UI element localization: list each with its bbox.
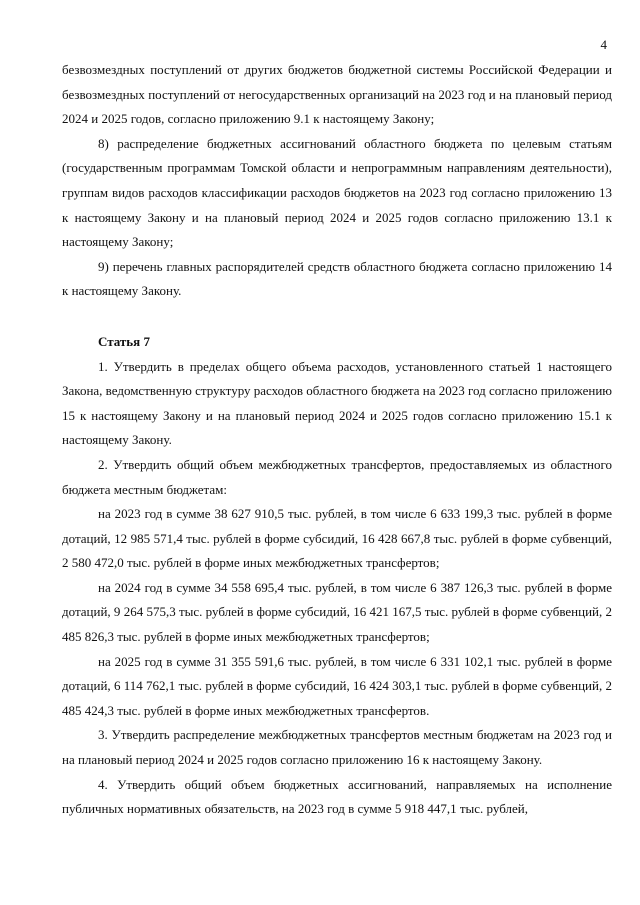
- article-paragraph-2025: на 2025 год в сумме 31 355 591,6 тыс. рублей, в том числе 6 331 102,1 тыс. рублей в форме дотаций, 6 114 762,1 тыс. рублей в форме субсидий, 16 424 303,1 тыс. рублей в форме субвенций, 2 485 424,3 тыс. рублей в форме иных межбюджетных трансфертов.: [62, 653, 612, 718]
- paragraph-continuation: безвозмездных поступлений от других бюджетов бюджетной системы Российской Федерации и безвозмездных поступлений от негосударственных организаций на 2023 год и на плановый период 2024 и 2025 годов, согласно приложению 9.1 к настоящему Закону;: [62, 62, 612, 127]
- article-paragraph-2024: на 2024 год в сумме 34 558 695,4 тыс. рублей, в том числе 6 387 126,3 тыс. рублей в форме дотаций, 9 264 575,3 тыс. рублей в форме субсидий, 16 421 167,5 тыс. рублей в форме субвенций, 2 485 826,3 тыс. рублей в форме иных межбюджетных трансфертов;: [62, 579, 612, 645]
- article-paragraph-2: 2. Утвердить общий объем межбюджетных трансфертов, предоставляемых из областного бюджета местным бюджетам:: [62, 456, 612, 497]
- article-paragraph-4: 4. Утвердить общий объем бюджетных ассигнований, направляемых на исполнение публичных нормативных обязательств, на 2023 год в сумме 5 918 447,1 тыс. рублей,: [62, 776, 612, 817]
- document-body: [62, 58, 612, 822]
- page-number: 4: [600, 37, 607, 52]
- paragraph-item-8: 8) распределение бюджетных ассигнований областного бюджета по целевым статьям (государственным программам Томской области и непрограммным направлениям деятельности), группам видов расходов классификации расходов бюджетов на 2023 год согласно приложению 13 к настоящему Закону и на плановый период 2024 и 2025 годов согласно приложению 13.1 к настоящему Закону;: [62, 135, 612, 250]
- paragraph-item-9: 9) перечень главных распорядителей средств областного бюджета согласно приложению 14 к настоящему Закону.: [62, 258, 612, 299]
- article-paragraph-3: 3. Утвердить распределение межбюджетных трансфертов местным бюджетам на 2023 год и на плановый период 2024 и 2025 годов согласно приложению 16 к настоящему Закону.: [62, 727, 612, 768]
- article-heading: Статья 7: [98, 333, 150, 349]
- article-paragraph-1: 1. Утвердить в пределах общего объема расходов, установленного статьей 1 настоящего Закона, ведомственную структуру расходов областного бюджета на 2023 год согласно приложению 15 к настоящему Закону и на плановый период 2024 и 2025 годов согласно приложению 15.1 к настоящему Закону.: [62, 358, 612, 448]
- article-paragraph-2023: на 2023 год в сумме 38 627 910,5 тыс. рублей, в том числе 6 633 199,3 тыс. рублей в форме дотаций, 12 985 571,4 тыс. рублей в форме субсидий, 16 428 667,8 тыс. рублей в форме субвенций, 2 580 472,0 тыс. рублей в форме иных межбюджетных трансфертов;: [62, 506, 612, 571]
